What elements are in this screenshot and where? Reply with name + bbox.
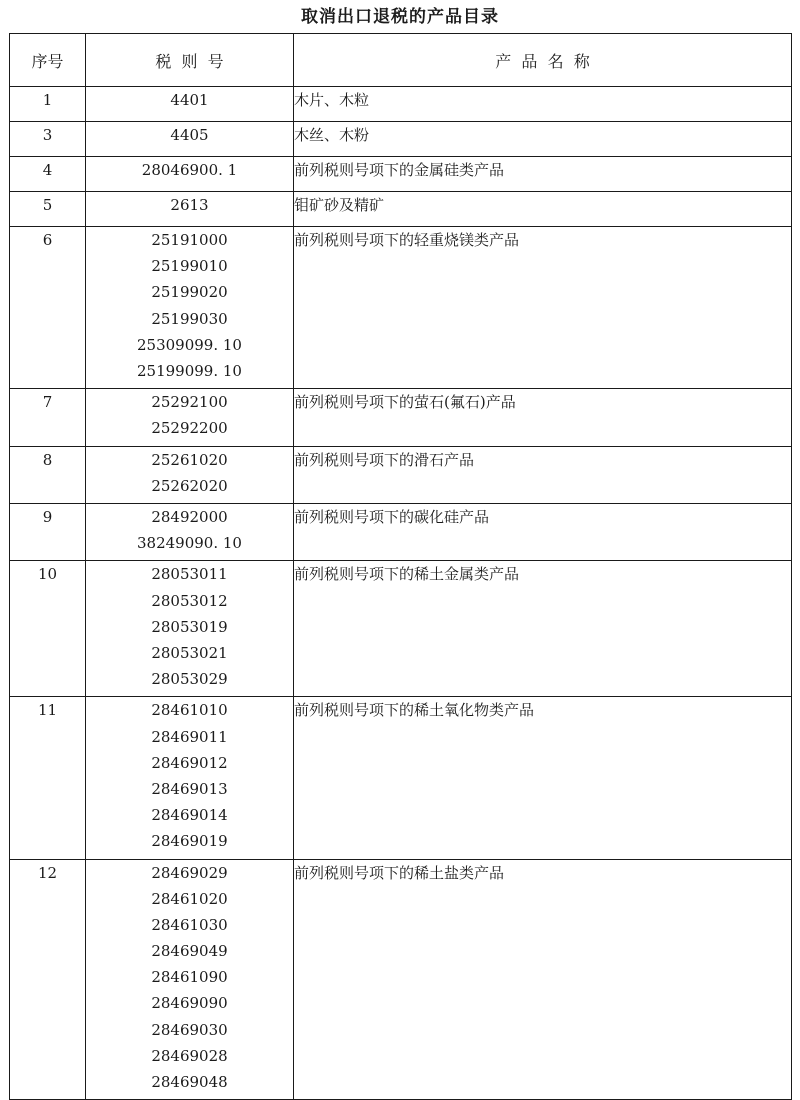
row-seq: [10, 389, 86, 446]
tariff-code: 28053021: [151, 643, 228, 662]
tariff-code: 25262020: [151, 476, 228, 495]
tariff-code: 38249090. 10: [137, 534, 242, 553]
tariff-code: 28053011: [151, 565, 228, 584]
header-seq: 序号: [10, 34, 86, 87]
row-product-name: [294, 859, 792, 1100]
tariff-code: 25191000: [151, 231, 228, 249]
row-seq: [10, 503, 86, 560]
row-seq: [10, 157, 86, 192]
tariff-code: 28469090: [151, 994, 228, 1013]
tariff-code: 25199020: [151, 283, 228, 302]
row-tariff-codes: [86, 697, 294, 859]
row-product-name: [294, 503, 792, 560]
tariff-code: 25292100: [151, 393, 228, 412]
seq-number: 10: [37, 565, 58, 584]
tariff-code: 28469028: [151, 1046, 228, 1065]
tariff-code: 25261020: [151, 450, 228, 469]
row-tariff-codes: [86, 446, 294, 503]
seq-number: 1: [42, 91, 53, 109]
tariff-code: 28469014: [151, 806, 228, 825]
tariff-code: 28461020: [151, 889, 228, 908]
tariff-code: 2613: [170, 196, 209, 214]
row-seq: [10, 192, 86, 227]
row-product-name: [294, 87, 792, 122]
tariff-code: 25199099. 10: [137, 361, 242, 380]
product-name: 木片、木粒: [294, 91, 370, 109]
tariff-code: 25309099. 10: [137, 335, 242, 354]
tariff-code: 28469011: [151, 727, 228, 746]
product-catalog-table: [9, 33, 792, 1100]
tariff-code: 28461010: [151, 701, 228, 720]
tariff-code: 28469048: [151, 1073, 228, 1092]
product-name: 前列税则号项下的稀土盐类产品: [294, 863, 505, 882]
product-name: 前列税则号项下的稀土氧化物类产品: [294, 701, 535, 720]
table-row: [10, 389, 792, 446]
seq-number: 12: [37, 863, 58, 882]
product-name: 前列税则号项下的稀土金属类产品: [294, 565, 520, 584]
row-product-name: [294, 227, 792, 389]
table-row: [10, 192, 792, 227]
product-name: 前列税则号项下的碳化硅产品: [294, 507, 490, 526]
row-tariff-codes: [86, 389, 294, 446]
product-name: 木丝、木粉: [294, 126, 370, 144]
row-seq: [10, 859, 86, 1100]
product-name: 前列税则号项下的金属硅类产品: [294, 161, 505, 179]
header-tariff-code: 税 则 号: [86, 34, 294, 87]
tariff-code: 25292200: [151, 419, 228, 438]
product-name: 钼矿砂及精矿: [294, 196, 385, 214]
seq-number: 7: [42, 393, 53, 412]
row-product-name: [294, 697, 792, 859]
row-tariff-codes: [86, 561, 294, 697]
tariff-code: 28046900. 1: [141, 161, 238, 179]
tariff-code: 28469013: [151, 779, 228, 798]
seq-number: 3: [42, 126, 53, 144]
row-seq: [10, 561, 86, 697]
row-tariff-codes: [86, 192, 294, 227]
table-row: [10, 446, 792, 503]
product-name: 前列税则号项下的萤石(氟石)产品: [294, 393, 516, 412]
row-seq: [10, 446, 86, 503]
row-tariff-codes: [86, 87, 294, 122]
seq-number: 11: [37, 701, 58, 720]
row-tariff-codes: [86, 157, 294, 192]
table-row: [10, 503, 792, 560]
row-tariff-codes: [86, 227, 294, 389]
product-name: 前列税则号项下的轻重烧镁类产品: [294, 231, 520, 249]
row-product-name: [294, 561, 792, 697]
tariff-code: 28053029: [151, 670, 228, 689]
header-product-name: 产 品 名 称: [294, 34, 792, 87]
header-row: [10, 34, 792, 87]
tariff-code: 28469049: [151, 942, 228, 961]
row-tariff-codes: [86, 859, 294, 1100]
tariff-code: 28053019: [151, 617, 228, 636]
table-row: [10, 122, 792, 157]
tariff-code: 25199030: [151, 309, 228, 328]
tariff-code: 28469029: [151, 863, 228, 882]
row-tariff-codes: [86, 503, 294, 560]
row-product-name: [294, 389, 792, 446]
table-row: [10, 227, 792, 389]
tariff-code: 28492000: [151, 507, 228, 526]
tariff-code: 4405: [170, 126, 209, 144]
row-seq: [10, 697, 86, 859]
row-seq: [10, 227, 86, 389]
tariff-code: 4401: [170, 91, 209, 109]
tariff-code: 28461090: [151, 968, 228, 987]
table-row: [10, 87, 792, 122]
tariff-code: 28469012: [151, 753, 228, 772]
table-body: [10, 87, 792, 1100]
row-product-name: [294, 192, 792, 227]
seq-number: 9: [42, 507, 53, 526]
row-product-name: [294, 122, 792, 157]
tariff-code: 28469019: [151, 832, 228, 851]
row-product-name: [294, 446, 792, 503]
document-title: 取消出口退税的产品目录: [301, 7, 499, 27]
seq-number: 5: [42, 196, 53, 214]
tariff-code: 28469030: [151, 1020, 228, 1039]
table-row: [10, 157, 792, 192]
tariff-code: 28461030: [151, 915, 228, 934]
row-seq: [10, 122, 86, 157]
table-row: [10, 561, 792, 697]
table-row: [10, 697, 792, 859]
row-tariff-codes: [86, 122, 294, 157]
row-product-name: [294, 157, 792, 192]
product-name: 前列税则号项下的滑石产品: [294, 450, 475, 469]
tariff-code: 25199010: [151, 257, 228, 276]
tariff-code: 28053012: [151, 591, 228, 610]
seq-number: 6: [42, 231, 53, 249]
seq-number: 4: [42, 161, 53, 179]
seq-number: 8: [42, 450, 53, 469]
row-seq: [10, 87, 86, 122]
table-row: [10, 859, 792, 1100]
